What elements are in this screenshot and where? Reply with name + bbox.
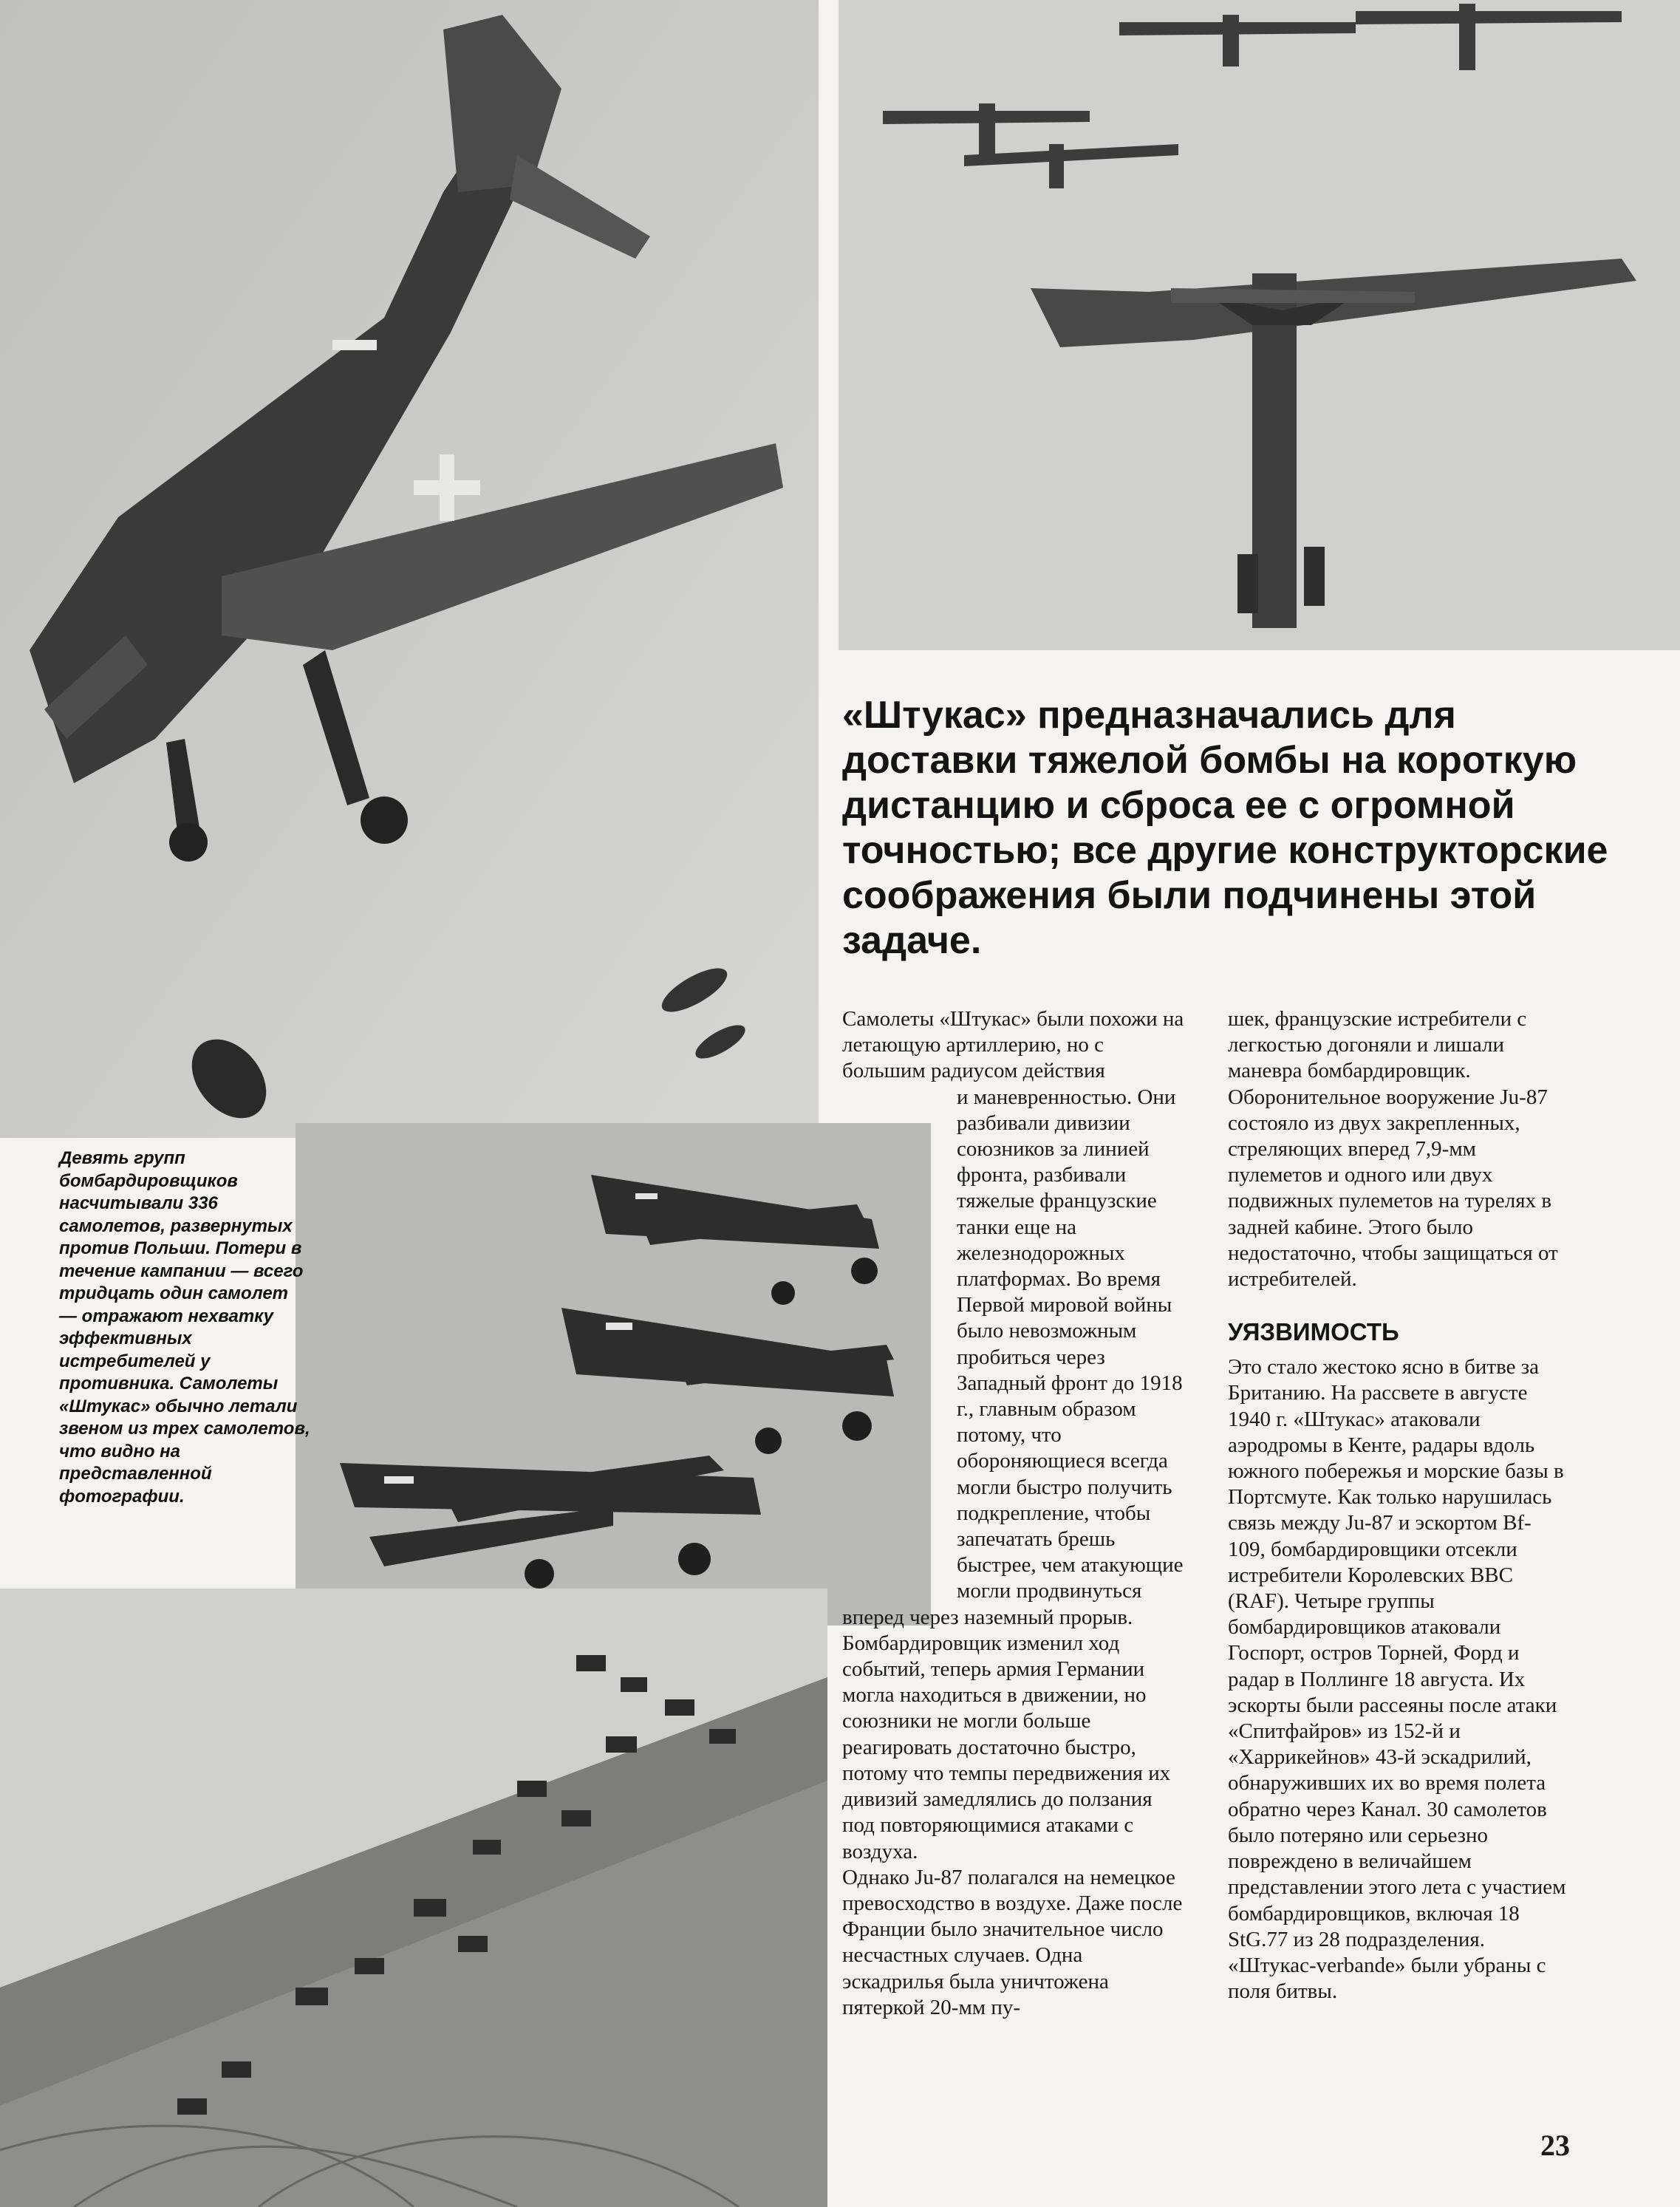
- col1-paragraph-1a: Самолеты «Штукас» были похожи на летающую артиллерию, но с большим радиусом действия: [842, 1007, 1184, 1083]
- dive-photo-graphic: [0, 0, 819, 1138]
- col2-paragraph-1: шек, французские истребители с легкостью догоняли и лишали маневра бомбардировщик. Оборонительное вооружение Ju-87 состояло из двух закрепленных, стреляющих вперед 7,9-мм пулеметов и одного или двух подвижных пулеметов на турелях в задней кабине. Этого было недостаточно, чтобы защищаться от истребителей.: [1228, 1007, 1558, 1292]
- formation-photo-graphic: [839, 0, 1680, 650]
- vehicle-column-aerial-photo: [0, 1589, 827, 2207]
- page-number: 23: [1540, 2129, 1570, 2162]
- col1-paragraph-1c: вперед через наземный прорыв. Бомбардировщик изменил ход событий, теперь армия Германии могла находиться в движении, но союзники не могли больше реагировать достаточно быстро, потому что темпы передвижения их дивизий замедлялись до ползания под повторяющимися атаками с воздуха.: [842, 1605, 1171, 1863]
- col2-paragraph-2: Это стало жестоко ясно в битве за Британию. На рассвете в августе 1940 г. «Штукас» атаковали аэродромы в Кенте, радары вдоль южного побережья и морские базы в Портсмуте. Как только нарушилась связь между Ju-87 и эскортом Bf-109, бомбардировщики отсекли истребители Королевских ВВС (RAF). Четыре группы бомбардировщиков атаковали Госпорт, остров Торней, Форд и радар в Поллинге 18 августа. Их эскорты были рассеяны после атаки «Спитфайров» из 152-й и «Харрикейнов» 43-й эскадрилий, обнаруживших их во время полета обратно через Канал. 30 самолетов было потеряно или серьезно повреждено в величайшем представлении этого лета с участием бомбардировщиков, включая 18 StG.77 из 28 подразделения. «Штукас-verbande» были убраны с поля битвы.: [1228, 1355, 1566, 2004]
- stuka-formation-photo: [839, 0, 1680, 650]
- photo-caption: Девять групп бомбардировщиков насчитывали 336 самолетов, развернутых против Польши. Потери в течение кампании — всего тридцать один самолет — отражают нехватку эффективных истребителей у противника. Самолеты «Штукас» обычно летали звеном из трех самолетов, что видно на представленной фотографии.: [59, 1148, 310, 1507]
- section-heading: УЯЗВИМОСТЬ: [1228, 1318, 1399, 1346]
- trio-photo-graphic: [296, 1123, 931, 1626]
- col1-paragraph-2: Однако Ju-87 полагался на немецкое превосходство в воздухе. Даже после Франции было значительное число несчастных случаев. Одна эскадрилья была уничтожена пятеркой 20-мм пу-: [842, 1865, 1183, 2019]
- col1-paragraph-1b: и маневренностью. Они разбивали дивизии союзников за линией фронта, разбивали тяжелые французские танки еще на железнодорожных платформах. Во время Первой мировой войны было невозможным пробиться через Западный фронт до 1918 г., главным образом потому, что обороняющиеся всегда могли быстро получить подкрепление, чтобы запечатать брешь быстрее, чем атакующие могли продвинуться: [957, 1085, 1184, 1603]
- pull-quote: «Штукас» предназначались для доставки тяжелой бомбы на короткую дистанцию и сброса ее с огромной точностью; все другие конструкторские соображения были подчинены этой задаче.: [842, 694, 1608, 962]
- body-column-2: [1228, 1006, 1568, 2005]
- ground-photo-graphic: [0, 1589, 827, 2207]
- body-column-1: [842, 1006, 1189, 2021]
- stuka-dive-bombing-photo: [0, 0, 819, 1138]
- three-stukas-photo: [296, 1123, 931, 1626]
